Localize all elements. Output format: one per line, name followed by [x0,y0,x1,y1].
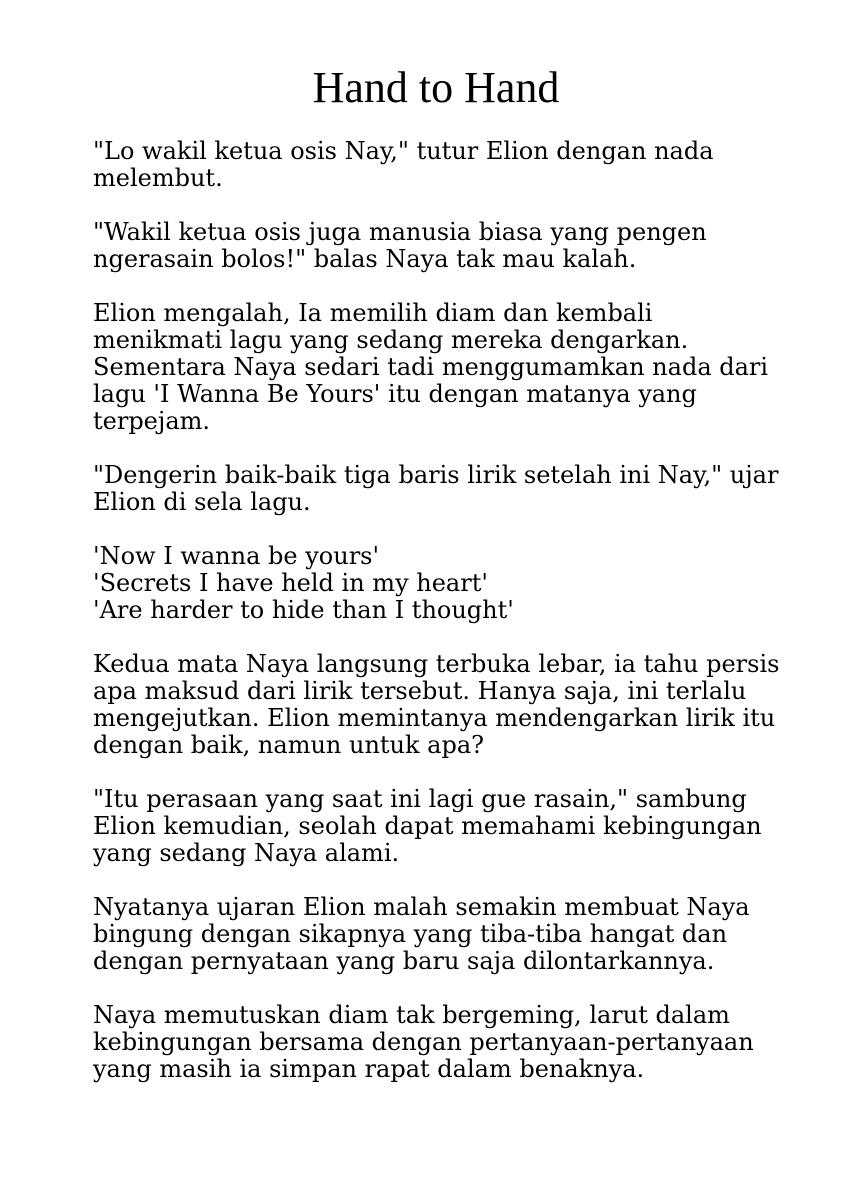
story-paragraph [93,651,813,759]
paragraph-line: mengejutkan. Elion memintanya mendengarkan lirik itu [93,704,776,732]
paragraph-line: lagu 'I Wanna Be Yours' itu dengan matanya yang [93,380,697,408]
story-body [93,138,813,1110]
paragraph-line: melembut. [93,164,223,192]
paragraph-line: Naya memutuskan diam tak bergeming, larut dalam [93,1001,730,1029]
paragraph-line: Sementara Naya sedari tadi menggumamkan nada dari [93,353,769,381]
story-paragraph [93,894,813,975]
paragraph-line: "Itu perasaan yang saat ini lagi gue rasain," sambung [93,785,747,813]
paragraph-line: menikmati lagu yang sedang mereka dengarkan. [93,326,689,354]
paragraph-line: 'Secrets I have held in my heart' [93,569,488,597]
paragraph-line: dengan baik, namun untuk apa? [93,731,485,759]
story-paragraph [93,543,813,624]
paragraph-line: Nyatanya ujaran Elion malah semakin membuat Naya [93,893,750,921]
story-paragraph [93,138,813,192]
paragraph-line: dengan pernyataan yang baru saja dilontarkannya. [93,947,715,975]
paragraph-line: terpejam. [93,407,211,435]
paragraph-line: apa maksud dari lirik tersebut. Hanya saja, ini terlalu [93,677,747,705]
page-title: Hand to Hand [312,63,560,112]
paragraph-line: "Lo wakil ketua osis Nay," tutur Elion dengan nada [93,137,714,165]
paragraph-line: 'Now I wanna be yours' [93,542,380,570]
story-paragraph [93,462,813,516]
story-paragraph [93,219,813,273]
story-paragraph [93,786,813,867]
paragraph-line: "Dengerin baik-baik tiga baris lirik setelah ini Nay," ujar [93,461,779,489]
paragraph-line: kebingungan bersama dengan pertanyaan-pertanyaan [93,1028,754,1056]
paragraph-line: Elion di sela lagu. [93,488,311,516]
paragraph-line: "Wakil ketua osis juga manusia biasa yang pengen [93,218,707,246]
paragraph-line: bingung dengan sikapnya yang tiba-tiba hangat dan [93,920,728,948]
paragraph-line: Elion kemudian, seolah dapat memahami kebingungan [93,812,762,840]
paragraph-line: 'Are harder to hide than I thought' [93,596,514,624]
paragraph-line: ngerasain bolos!" balas Naya tak mau kalah. [93,245,637,273]
paragraph-line: Elion mengalah, Ia memilih diam dan kembali [93,299,653,327]
story-paragraph [93,1002,813,1083]
paragraph-line: yang masih ia simpan rapat dalam benaknya. [93,1055,645,1083]
paragraph-line: yang sedang Naya alami. [93,839,400,867]
paragraph-line: Kedua mata Naya langsung terbuka lebar, ia tahu persis [93,650,780,678]
story-paragraph [93,300,813,435]
